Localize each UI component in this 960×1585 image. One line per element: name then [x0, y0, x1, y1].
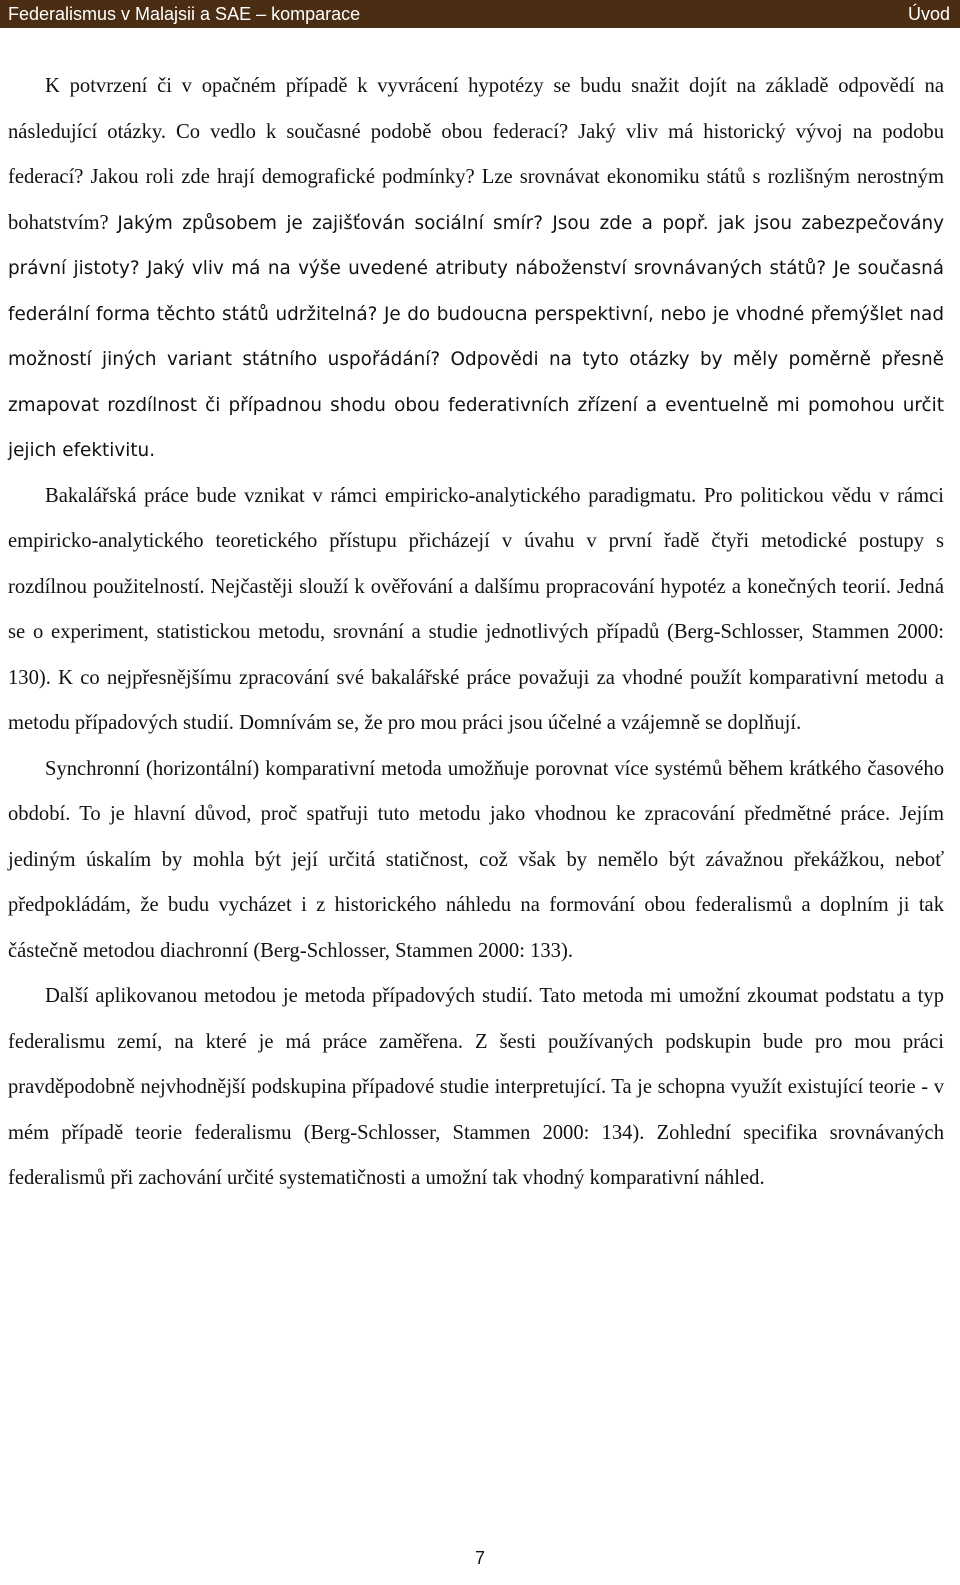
paragraph-3-text: Synchronní (horizontální) komparativní metoda umožňuje porovnat více systémů během krátkého časového období. To je hlavní důvod, proč spatřuji tuto metodu jako vhodnou ke zpracování předmětné práce. Jejím jediným úskalím by mohla být její určitá statičnost, což však by nemělo být závažnou překážkou, neboť předpokládám, že budu vycházet i z historického náhledu na formování obou federalismů a doplním ji tak částečně metodou diachronní (Berg-Schlosser, Stammen 2000: 133).: [8, 757, 944, 962]
paragraph-4: [8, 974, 944, 1202]
paragraph-4-text: Další aplikovanou metodou je metoda případových studií. Tato metoda mi umožní zkoumat podstatu a typ federalismu zemí, na které je má práce zaměřena. Z šesti používaných podskupin bude pro mou práci pravděpodobně nejvhodnější podskupina případové studie interpretující. Ta je schopna využít existující teorie - v mém případě teorie federalismu (Berg-Schlosser, Stammen 2000: 134). Zohlední specifika srovnávaných federalismů při zachování určité systematičnosti a umožní tak vhodný komparativní náhled.: [8, 985, 944, 1189]
document-title: Federalismus v Malajsii a SAE – komparace: [8, 4, 361, 24]
paragraph-2-text: Bakalářská práce bude vznikat v rámci empiricko-analytického paradigmatu. Pro politickou vědu v rámci empiricko-analytického teoretického přístupu přicházejí v úvahu v první řadě čtyři metodické postupy s rozdílnou použitelností. Nejčastěji slouží k ověřování a dalšímu propracování hypotéz a konečných teorií. Jedná se o experiment, statistickou metodu, srovnání a studie jednotlivých případů (Berg-Schlosser, Stammen 2000: 130). K co nejpřesnějšímu zpracování své bakalářské práce považuji za vhodné použít komparativní metodu a metodu případových studií. Domnívám se, že pro mou práci jsou účelné a vzájemně se doplňují.: [8, 484, 944, 734]
paragraph-2: [8, 474, 944, 747]
section-title: Úvod: [907, 4, 950, 24]
paragraph-1-text-b: Jakým způsobem je zajišťován sociální smír? Jsou zde a popř. jak jsou zabezpečovány právní jistoty? Jaký vliv má na výše uvedené atributy náboženství srovnávaných států? Je současná federální forma těchto států udržitelná? Je do budoucna perspektivní, nebo je vhodné přemýšlet nad možností jiných variant státního uspořádání? Odpovědi na tyto otázky by měly poměrně přesně zmapovat rozdílnost či případnou shodu obou federativních zřízení a eventuelně mi pomohou určit jejich efektivitu.: [8, 212, 944, 461]
page-body: [8, 64, 944, 1202]
paragraph-3: [8, 747, 944, 975]
paragraph-1-text-a: K potvrzení či v opačném případě k vyvrácení hypotézy se budu snažit dojít na základě odpovědí na následující otázky. Co vedlo k současné podobě obou federací? Jaký vliv má historický vývoj na podobu federací? Jakou roli zde hrají demografické podmínky? Lze srovnávat ekonomiku států s rozlišným nerostným bohatstvím?: [8, 75, 944, 234]
page-number: 7: [474, 1548, 485, 1568]
paragraph-1: [8, 64, 944, 474]
running-header: [0, 0, 960, 28]
